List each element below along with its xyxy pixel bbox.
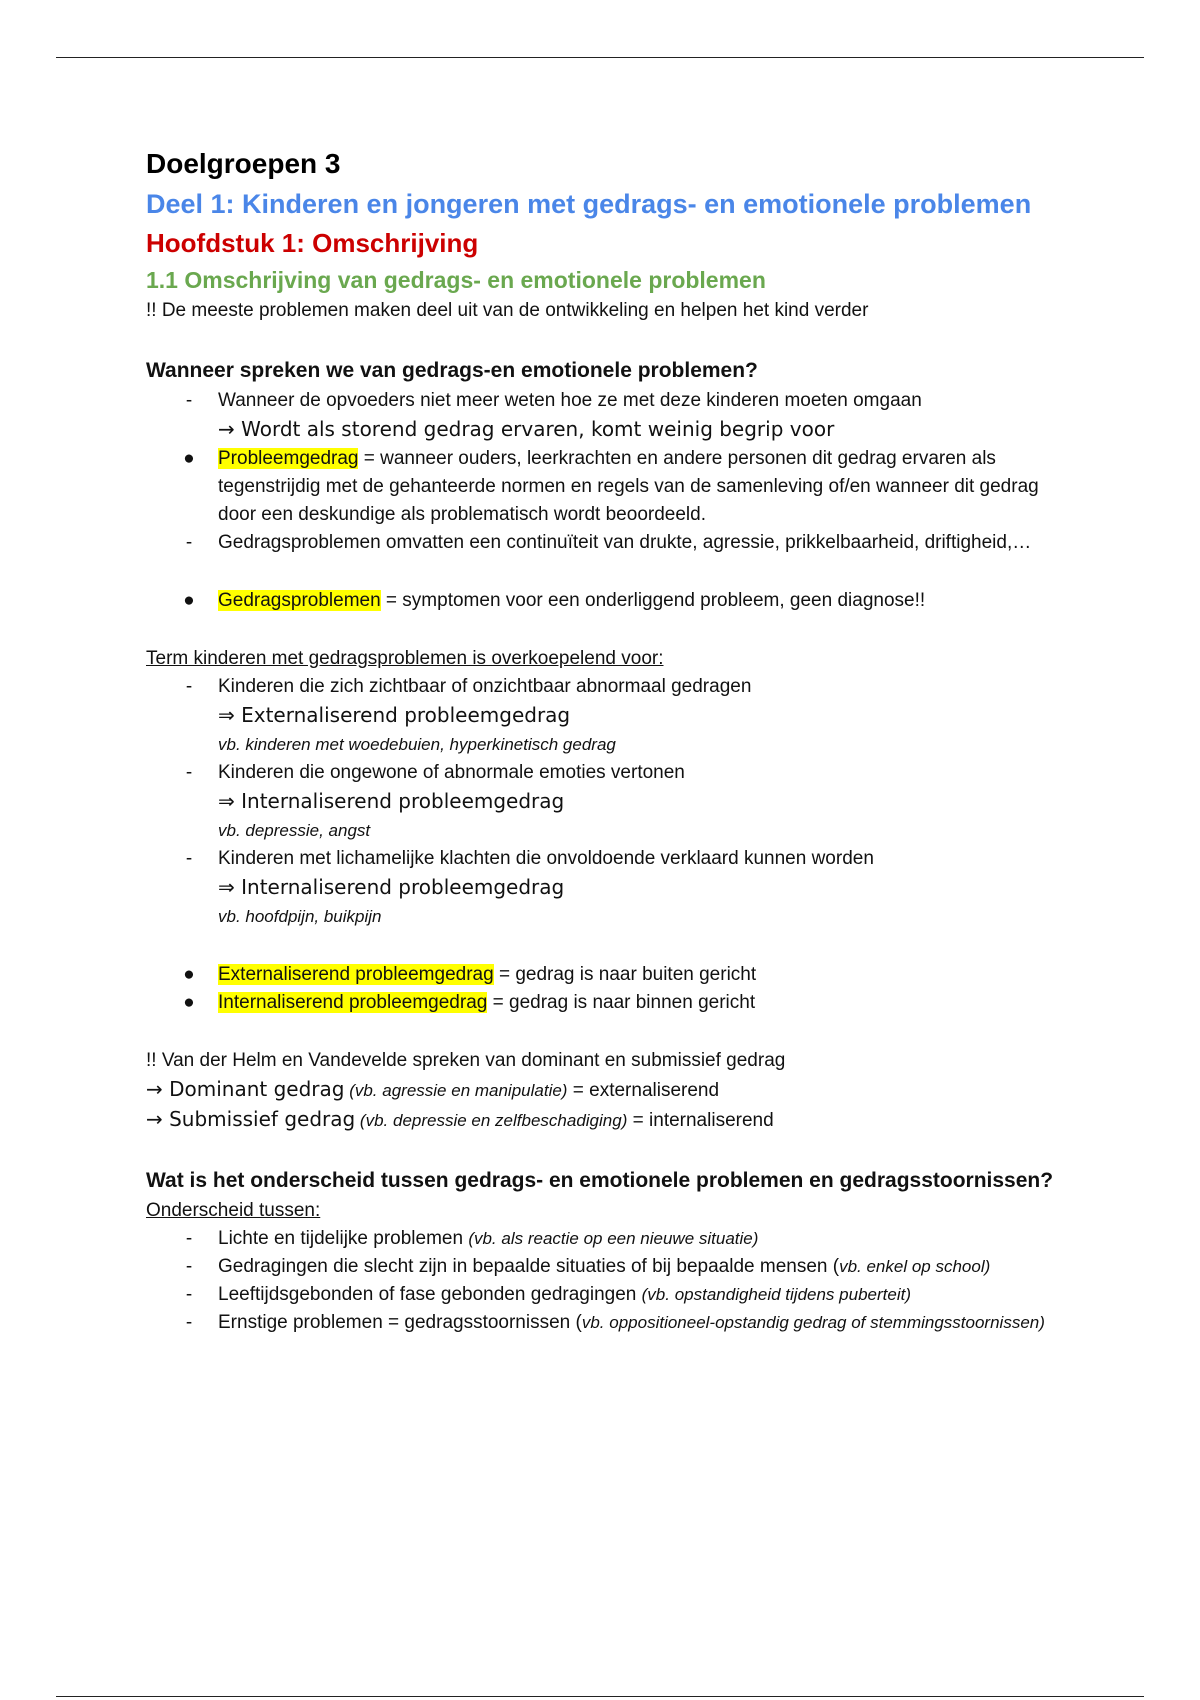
question-heading-2: Wat is het onderscheid tussen gedrags- en emotionele problemen en gedragsstoornissen? <box>146 1169 1054 1192</box>
list-item-text: Lichte en tijdelijke problemen <box>218 1228 469 1249</box>
dash-marker: - <box>185 1256 193 1277</box>
list-item <box>146 845 1066 931</box>
example-text: vb. hoofdpijn, buikpijn <box>218 907 382 926</box>
definition-list <box>146 961 1066 1017</box>
list-item-text: Wanneer de opvoeders niet meer weten hoe ze met deze kinderen moeten omgaan <box>218 390 922 411</box>
example-text: (vb. agressie en manipulatie) <box>344 1081 568 1100</box>
definition-list <box>146 587 1066 615</box>
list-item <box>146 445 1066 529</box>
dash-marker: - <box>185 390 193 411</box>
bullet-marker: ● <box>183 590 195 611</box>
highlighted-term: Probleemgedrag <box>218 448 359 469</box>
list-item <box>146 1281 1066 1309</box>
result-text: = internaliserend <box>627 1110 774 1131</box>
list-item-text: Gedragsproblemen omvatten een continuïteit van drukte, agressie, prikkelbaarheid, driftigheid,… <box>218 532 1032 553</box>
list-item <box>146 759 1066 845</box>
highlighted-term: Internaliserend probleemgedrag <box>218 992 488 1013</box>
top-rule <box>56 57 1144 58</box>
distinction-subheading: Onderscheid tussen: <box>146 1200 321 1221</box>
arrow-note: ⇒ Externaliserend probleemgedrag <box>218 703 571 727</box>
term-list <box>146 673 1066 931</box>
example-text: (vb. depressie en zelfbeschadiging) <box>355 1111 628 1130</box>
list-item <box>146 673 1066 759</box>
list-item <box>146 387 1066 445</box>
bullet-marker: ● <box>183 992 195 1013</box>
dash-marker: - <box>185 532 193 553</box>
example-text: vb. enkel op school) <box>839 1257 991 1276</box>
dash-marker: - <box>185 1284 193 1305</box>
definition-text: = wanneer ouders, leerkrachten en andere personen dit gedrag ervaren als tegenstrijdig met de gehanteerde normen en regels van de samenleving of/en wanneer dit gedrag door een deskundige als problematisch wordt beoordeeld. <box>218 448 1039 525</box>
document-body <box>146 146 1066 1337</box>
arrow-note: → Wordt als storend gedrag ervaren, komt weinig begrip voor <box>218 417 835 441</box>
result-text: = externaliserend <box>567 1080 720 1101</box>
list-item-text: Kinderen die ongewone of abnormale emoties vertonen <box>218 762 685 783</box>
dominant-line <box>146 1075 1066 1105</box>
definition-text: = gedrag is naar binnen gericht <box>487 992 756 1013</box>
definition-text: = symptomen voor een onderliggend probleem, geen diagnose!! <box>380 590 926 611</box>
intro-note: !! De meeste problemen maken deel uit van de ontwikkeling en helpen het kind verder <box>146 300 869 321</box>
example-text: (vb. als reactie op een nieuwe situatie) <box>468 1229 759 1248</box>
list-item <box>146 1225 1066 1253</box>
list-item <box>146 961 1066 989</box>
list-item-text: Kinderen met lichamelijke klachten die onvoldoende verklaard kunnen worden <box>218 848 874 869</box>
list-item-text: Gedragingen die slecht zijn in bepaalde situaties of bij bepaalde mensen ( <box>218 1256 840 1277</box>
list-item-text: Leeftijdsgebonden of fase gebonden gedragingen <box>218 1284 642 1305</box>
dash-marker: - <box>185 1312 193 1333</box>
example-text: vb. oppositioneel-opstandig gedrag of stemmingsstoornissen) <box>581 1313 1045 1332</box>
dash-marker: - <box>185 676 193 697</box>
section-title: 1.1 Omschrijving van gedrags- en emotionele problemen <box>146 267 766 293</box>
question-1-list <box>146 387 1066 557</box>
term-heading: Term kinderen met gedragsproblemen is overkoepelend voor: <box>146 648 664 669</box>
arrow-note: ⇒ Internaliserend probleemgedrag <box>218 875 565 899</box>
dash-marker: - <box>185 1228 193 1249</box>
highlighted-term: Externaliserend probleemgedrag <box>218 964 494 985</box>
list-item <box>146 529 1066 557</box>
distinction-list <box>146 1225 1066 1337</box>
list-item <box>146 587 1066 615</box>
list-item <box>146 1309 1066 1337</box>
list-item-text: Ernstige problemen = gedragsstoornissen ( <box>218 1312 582 1333</box>
bottom-rule <box>56 1696 1144 1697</box>
dash-marker: - <box>185 848 193 869</box>
document-title: Doelgroepen 3 <box>146 148 341 179</box>
list-item <box>146 1253 1066 1281</box>
list-item-text: Kinderen die zich zichtbaar of onzichtbaar abnormaal gedragen <box>218 676 752 697</box>
chapter-title: Hoofdstuk 1: Omschrijving <box>146 228 479 258</box>
part-title: Deel 1: Kinderen en jongeren met gedrags- en emotionele problemen <box>146 189 1032 219</box>
question-heading-1: Wanneer spreken we van gedrags-en emotionele problemen? <box>146 359 758 382</box>
submissive-line <box>146 1105 1066 1135</box>
definition-text: = gedrag is naar buiten gericht <box>493 964 757 985</box>
arrow-note: → Submissief gedrag <box>146 1107 356 1131</box>
example-text: (vb. opstandigheid tijdens puberteit) <box>641 1285 911 1304</box>
helm-note: !! Van der Helm en Vandevelde spreken van dominant en submissief gedrag <box>146 1050 786 1071</box>
bullet-marker: ● <box>183 448 195 469</box>
dash-marker: - <box>185 762 193 783</box>
highlighted-term: Gedragsproblemen <box>218 590 381 611</box>
list-item <box>146 989 1066 1017</box>
arrow-note: → Dominant gedrag <box>146 1077 345 1101</box>
bullet-marker: ● <box>183 964 195 985</box>
example-text: vb. depressie, angst <box>218 821 371 840</box>
arrow-note: ⇒ Internaliserend probleemgedrag <box>218 789 565 813</box>
example-text: vb. kinderen met woedebuien, hyperkinetisch gedrag <box>218 735 616 754</box>
